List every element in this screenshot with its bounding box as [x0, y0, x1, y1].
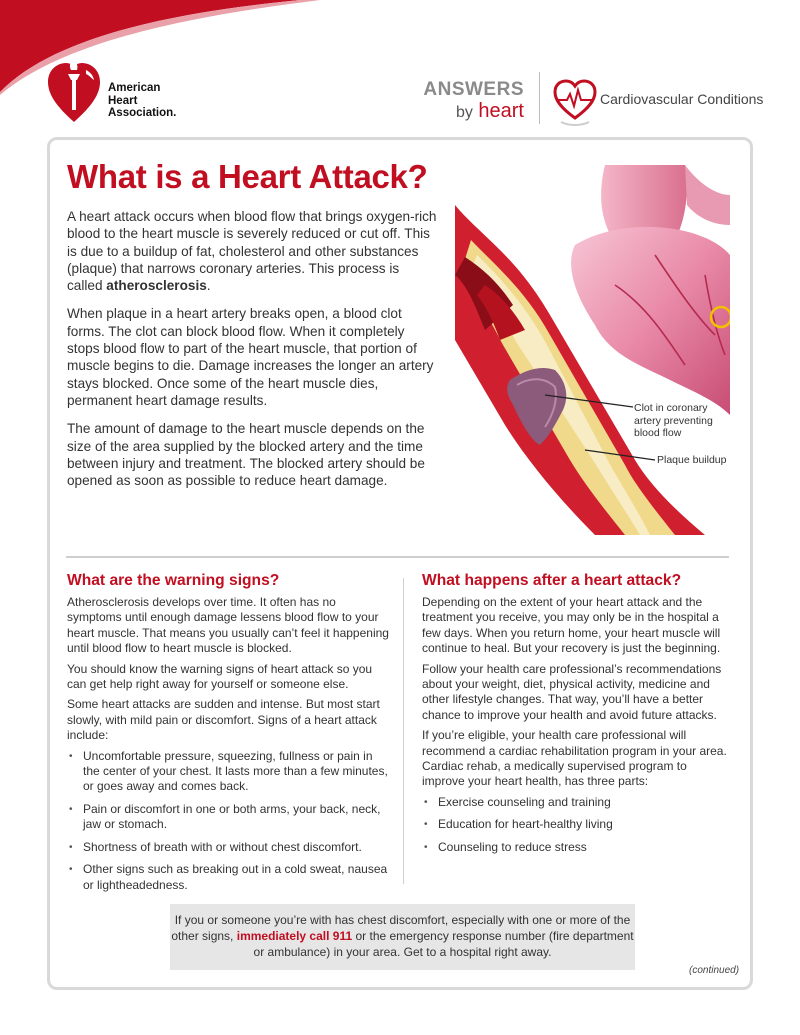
continued-label: (continued) [689, 965, 740, 976]
list-item: • Education for heart-healthy living [422, 817, 732, 832]
after-paragraph-3: If you’re eligible, your health care professional will recommend a cardiac rehabilitation program in your area. Cardiac rehab, a medically supervised program to improve your heart health, has three parts: [422, 728, 727, 789]
heart-pulse-icon [553, 78, 597, 126]
call-911-emphasis: immediately call 911 [236, 929, 353, 944]
intro-paragraph-2: When plaque in a heart artery breaks open, a blood clot forms. The clot can block blood flow. When it completely stops blood flow to part of the heart muscle, that portion of muscle begins to die. Damage increases the longer an artery stays blocked. Once some of the heart muscle dies, permanent heart damage results. [67, 306, 434, 408]
emergency-callout [170, 904, 635, 970]
by-text: by [455, 104, 473, 121]
warning-paragraph-1: Atherosclerosis develops over time. It often has no symptoms until enough damage lessens blood flow to your heart muscle. That means you usually can’t feel it happening until blood flow to heart muscle is blocked. [67, 595, 389, 656]
after-attack-heading: What happens after a heart attack? [422, 572, 682, 589]
warning-signs-list [67, 749, 389, 893]
heart-artery-illustration [455, 165, 730, 535]
heart-torch-icon [46, 56, 102, 126]
callout-text-after: or the emergency response number (fire department or ambulance) in your area. Get to a hospital right away. [253, 929, 634, 960]
warning-signs-section [67, 572, 389, 900]
heart-text: heart [478, 100, 524, 122]
column-divider [403, 578, 404, 884]
intro-section [67, 208, 437, 500]
org-name-line1: American [108, 82, 161, 94]
header-divider [539, 72, 540, 124]
list-item: • Other signs such as breaking out in a cold sweat, nausea or lightheadedness. [67, 862, 389, 893]
page-title: What is a Heart Attack? [67, 158, 428, 195]
list-item: • Pain or discomfort in one or both arms, your back, neck, jaw or stomach. [67, 802, 389, 833]
warning-signs-heading: What are the warning signs? [67, 572, 280, 589]
org-name-line3: Association. [108, 107, 177, 119]
callout-text-before: If you or someone you’re with has chest discomfort, especially with one or more of the other signs, [171, 913, 631, 944]
after-paragraph-1: Depending on the extent of your heart attack and the treatment you receive, you may only be in the hospital a few days. When you return home, your heart muscle will continue to heal. But your recovery is just the beginning. [422, 595, 721, 656]
intro-paragraph-3: The amount of damage to the heart muscle depends on the size of the area supplied by the blocked artery and the time between injury and treatment. The blocked artery should be opened as soon as possible to reduce heart damage. [67, 421, 425, 489]
list-item: • Uncomfortable pressure, squeezing, fullness or pain in the center of your chest. It lasts more than a few minutes, or goes away and comes back. [67, 749, 389, 795]
intro-paragraph-1 [67, 208, 437, 294]
intro-p1-end: . [206, 278, 211, 294]
rehab-parts-list [422, 795, 732, 855]
list-item: • Shortness of breath with or without chest discomfort. [67, 840, 389, 855]
intro-p1-text: A heart attack occurs when blood flow that brings oxygen-rich blood to the heart muscle is severely reduced or cut off. This is due to a buildup of fat, cholesterol and other substances (plaque) that narrows coronary arteries. This process is called [67, 209, 437, 294]
atherosclerosis-term: atherosclerosis [106, 278, 207, 294]
category-label: Cardiovascular Conditions [600, 91, 764, 107]
org-name-line2: Heart [108, 94, 138, 107]
callout-clot: Clot in coronary artery preventing blood flow [634, 402, 713, 439]
list-item: • Exercise counseling and training [422, 795, 732, 810]
list-item: • Counseling to reduce stress [422, 840, 732, 855]
answers-label: ANSWERS [423, 79, 524, 100]
section-divider [66, 556, 729, 558]
aha-wordmark [108, 82, 176, 120]
aha-logo [46, 56, 196, 126]
by-heart-label [418, 100, 524, 124]
after-attack-section [422, 572, 732, 862]
answers-by-heart-logo [418, 80, 524, 124]
warning-paragraph-3: Some heart attacks are sudden and intense. But most start slowly, with mild pain or discomfort. Signs of a heart attack include: [67, 697, 380, 743]
after-paragraph-2: Follow your health care professional’s recommendations about your weight, diet, physical activity, medicine and other lifestyle changes. That way, you’ll have a better chance to improve your health and avoid future attacks. [422, 661, 722, 722]
warning-paragraph-2: You should know the warning signs of heart attack so you can get help right away for yourself or someone else. [67, 661, 373, 692]
callout-plaque: Plaque buildup [657, 454, 727, 466]
